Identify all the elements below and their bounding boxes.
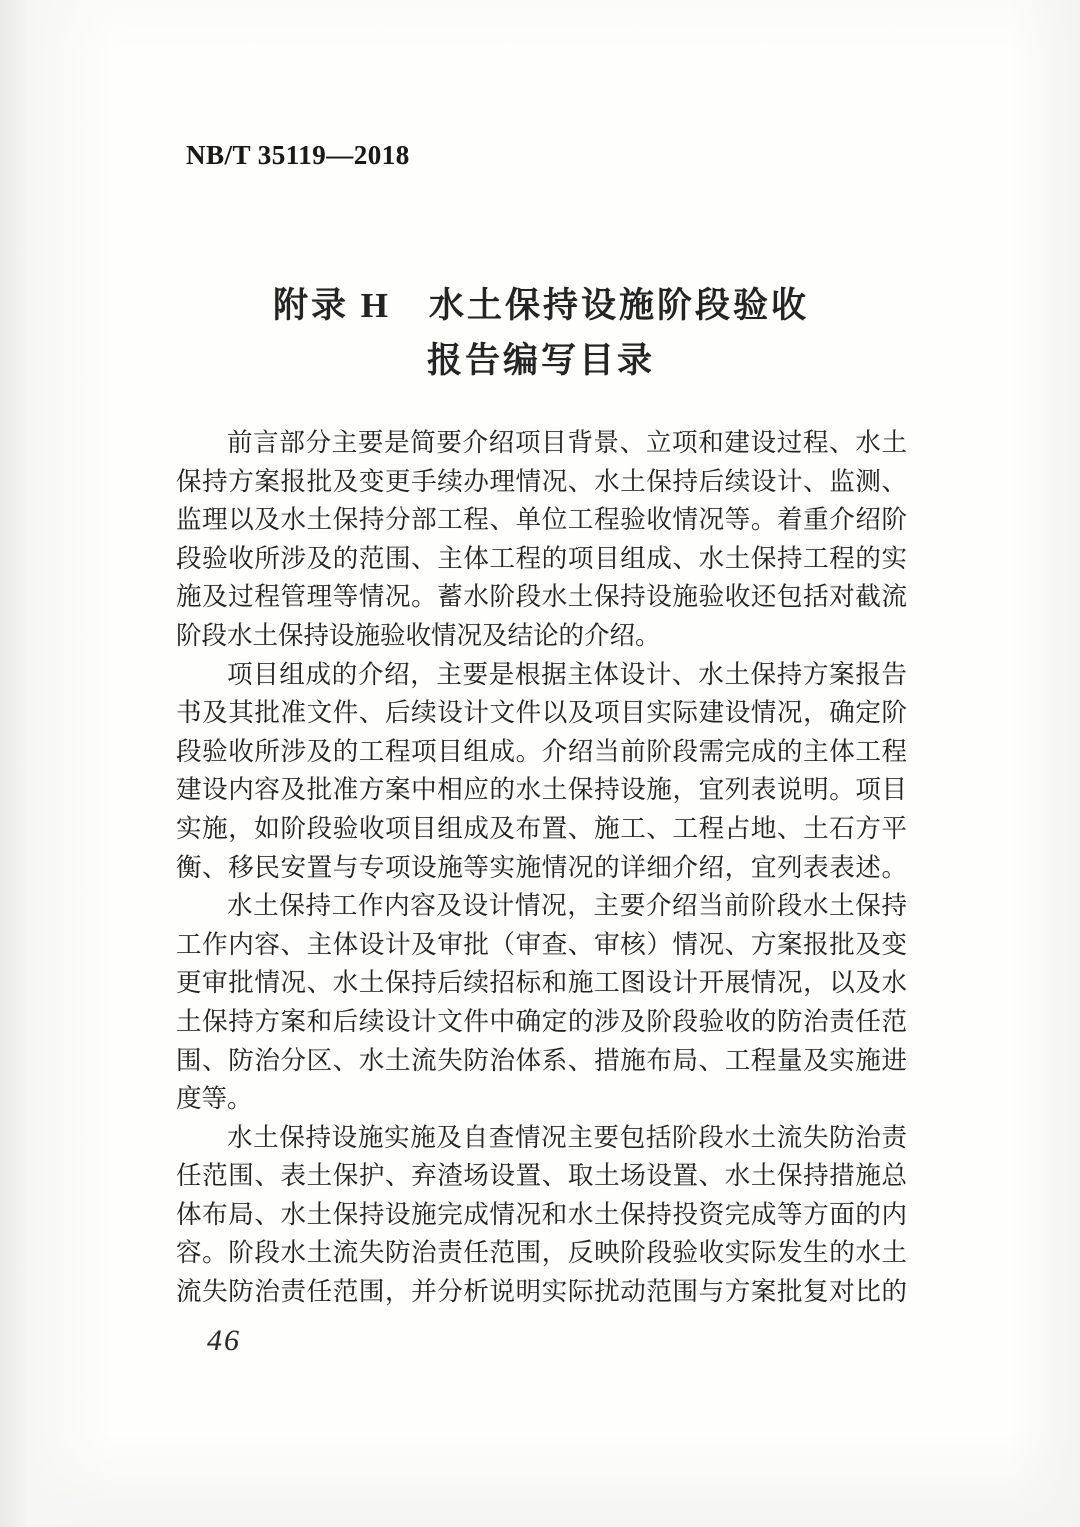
text-line: 监理以及水土保持分部工程、单位工程验收情况等。着重介绍阶 xyxy=(176,505,907,535)
text-line: 保持方案报批及变更手续办理情况、水土保持后续设计、监测、 xyxy=(176,466,907,496)
text-line: 水土保持工作内容及设计情况，主要介绍当前阶段水土保持 xyxy=(227,891,907,921)
text-line: 段验收所涉及的工程项目组成。介绍当前阶段需完成的主体工程 xyxy=(176,736,907,766)
document-body xyxy=(176,424,907,1312)
text-line: 水土保持设施实施及自查情况主要包括阶段水土流失防治责 xyxy=(227,1122,907,1152)
text-line: 流失防治责任范围，并分析说明实际扰动范围与方案批复对比的 xyxy=(176,1277,907,1307)
text-line: 更审批情况、水土保持后续招标和施工图设计开展情况，以及水 xyxy=(176,968,907,998)
paragraph xyxy=(176,887,907,1119)
paragraph xyxy=(176,424,907,656)
text-line: 工作内容、主体设计及审批（审查、审核）情况、方案报批及变 xyxy=(176,929,907,959)
page-number: 46 xyxy=(207,1324,241,1357)
text-line: 施及过程管理等情况。蓄水阶段水土保持设施验收还包括对截流 xyxy=(176,582,907,612)
text-line: 项目组成的介绍，主要是根据主体设计、水土保持方案报告 xyxy=(227,659,907,689)
text-line: 容。阶段水土流失防治责任范围，反映阶段验收实际发生的水土 xyxy=(176,1238,907,1268)
text-line: 前言部分主要是简要介绍项目背景、立项和建设过程、水土 xyxy=(227,428,907,457)
text-line: 度等。 xyxy=(176,1084,253,1114)
paragraph xyxy=(176,656,907,888)
text-line: 体布局、水土保持设施完成情况和水土保持投资完成等方面的内 xyxy=(176,1199,907,1229)
text-line: 建设内容及批准方案中相应的水土保持设施，宜列表说明。项目 xyxy=(176,775,907,805)
appendix-title-line1: 附录 H 水土保持设施阶段验收 xyxy=(273,286,809,325)
standard-number: NB/T 35119—2018 xyxy=(186,140,410,170)
text-line: 任范围、表土保护、弃渣场设置、取土场设置、水土保持措施总 xyxy=(176,1161,907,1191)
appendix-title xyxy=(175,278,907,388)
text-line: 围、防治分区、水土流失防治体系、措施布局、工程量及实施进 xyxy=(176,1045,907,1075)
text-line: 土保持方案和后续设计文件中确定的涉及阶段验收的防治责任范 xyxy=(176,1006,907,1036)
text-line: 段验收所涉及的范围、主体工程的项目组成、水土保持工程的实 xyxy=(176,543,907,573)
paragraph xyxy=(176,1119,907,1312)
appendix-title-line2: 报告编写目录 xyxy=(426,341,655,380)
text-line: 实施，如阶段验收项目组成及布置、施工、工程占地、土石方平 xyxy=(176,813,907,843)
text-line: 衡、移民安置与专项设施等实施情况的详细介绍，宜列表表述。 xyxy=(176,852,907,882)
text-line: 书及其批准文件、后续设计文件以及项目实际建设情况，确定阶 xyxy=(176,698,907,728)
text-line: 阶段水土保持设施验收情况及结论的介绍。 xyxy=(176,620,661,650)
